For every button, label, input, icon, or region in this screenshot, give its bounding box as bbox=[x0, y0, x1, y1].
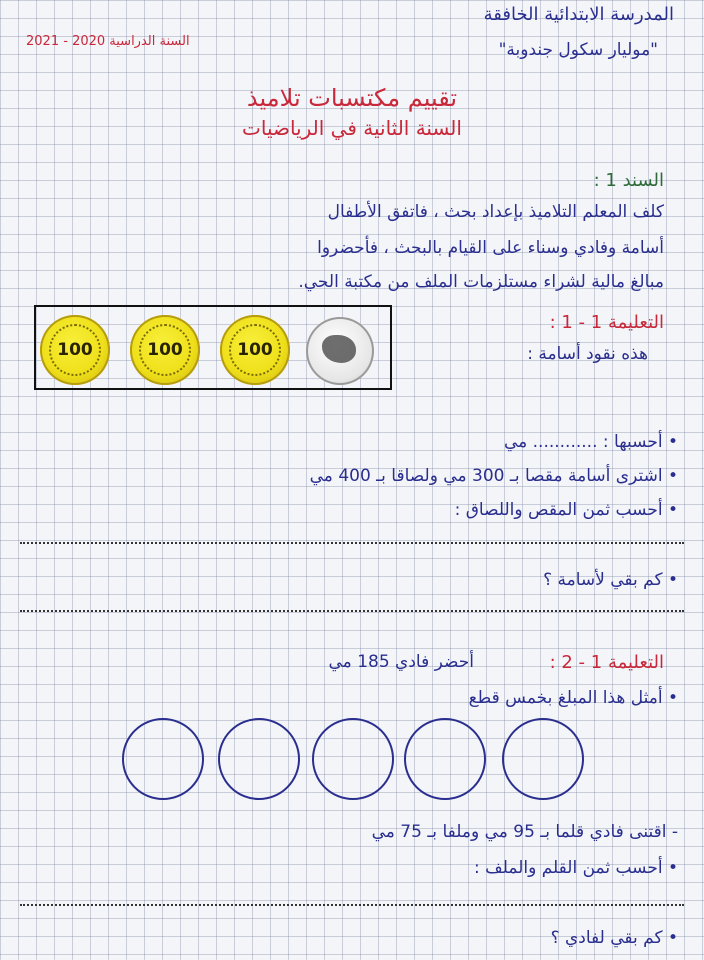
task2-item-text: اقتنى فادي قلما بـ 95 مي وملفا بـ 75 مي bbox=[371, 822, 667, 842]
answer-line bbox=[20, 904, 684, 906]
task2-instruction-text: أمثل هذا المبلغ بخمس قطع bbox=[468, 688, 663, 708]
sanad-paragraph-line: أسامة وفادي وسناء على القيام بالبحث ، فأحضروا bbox=[317, 238, 664, 258]
task1-item: • أحسبها : ............ مي bbox=[503, 432, 678, 452]
coin-circle[interactable] bbox=[404, 718, 486, 800]
coin-value: 100 bbox=[49, 324, 101, 376]
task1-label: التعليمة 1 - 1 : bbox=[549, 312, 664, 333]
school-name-sub: "موليار سكول جندوبة" bbox=[498, 40, 658, 60]
school-name: المدرسة الابتدائية الخافقة bbox=[483, 4, 674, 25]
task2-item: - اقتنى فادي قلما بـ 95 مي وملفا بـ 75 مي bbox=[371, 822, 678, 842]
coin-circle[interactable] bbox=[218, 718, 300, 800]
coin-value: 100 bbox=[229, 324, 281, 376]
page-subtitle: السنة الثانية في الرياضيات bbox=[242, 116, 462, 140]
coin-100 bbox=[40, 315, 110, 385]
task1-item: • اشترى أسامة مقصا بـ 300 مي ولصاقا بـ 400 مي bbox=[309, 466, 678, 486]
coin-value: 100 bbox=[139, 324, 191, 376]
task1-intro: هذه نقود أسامة : bbox=[527, 344, 648, 364]
sanad-label: السند 1 : bbox=[593, 170, 664, 191]
task2-intro: أحضر فادي 185 مي bbox=[328, 652, 474, 672]
task2-item-text: كم بقي لفادي ؟ bbox=[550, 928, 663, 948]
answer-line bbox=[20, 610, 684, 612]
task1-item-text: اشترى أسامة مقصا بـ 300 مي ولصاقا بـ 400 مي bbox=[309, 466, 663, 486]
task1-item-text: أحسب ثمن المقص واللصاق : bbox=[454, 500, 663, 520]
coin-100 bbox=[220, 315, 290, 385]
task2-item-text: أحسب ثمن القلم والملف : bbox=[474, 858, 663, 878]
coins-box bbox=[34, 305, 392, 390]
task2-label: التعليمة 1 - 2 : bbox=[549, 652, 664, 673]
answer-line bbox=[20, 542, 684, 544]
coin-circle[interactable] bbox=[502, 718, 584, 800]
task1-item-text: أحسبها : ............ مي bbox=[503, 432, 663, 452]
page-title: تقييم مكتسبات تلاميذ bbox=[246, 84, 458, 112]
task1-item: • كم بقي لأسامة ؟ bbox=[543, 570, 678, 590]
task2-instruction: • أمثل هذا المبلغ بخمس قطع bbox=[468, 688, 678, 708]
coin-100 bbox=[130, 315, 200, 385]
task1-item-text: كم بقي لأسامة ؟ bbox=[543, 570, 663, 590]
task2-item: • أحسب ثمن القلم والملف : bbox=[474, 858, 678, 878]
coin-silver bbox=[306, 317, 374, 385]
school-year: السنة الدراسية 2020 - 2021 bbox=[26, 34, 190, 49]
task1-item: • أحسب ثمن المقص واللصاق : bbox=[454, 500, 678, 520]
coin-circle[interactable] bbox=[312, 718, 394, 800]
coin-circle[interactable] bbox=[122, 718, 204, 800]
sanad-paragraph-line: مبالغ مالية لشراء مستلزمات الملف من مكتبة الحي. bbox=[298, 272, 664, 292]
coin-emblem bbox=[322, 335, 356, 363]
task2-item: • كم بقي لفادي ؟ bbox=[550, 928, 678, 948]
sanad-paragraph-line: كلف المعلم التلاميذ بإعداد بحث ، فاتفق الأطفال bbox=[327, 202, 664, 222]
